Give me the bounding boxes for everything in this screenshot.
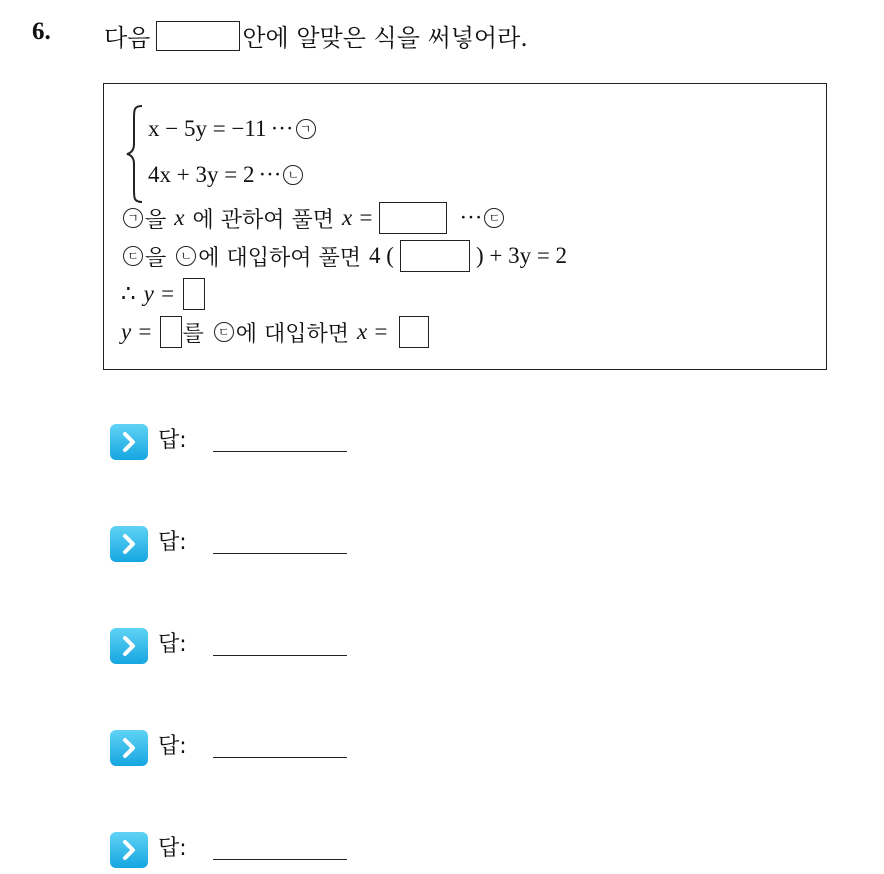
answer-input-line[interactable]	[213, 859, 347, 860]
step-1-var: x	[174, 205, 185, 230]
marker-nieun: ㄴ	[176, 246, 196, 266]
marker-digeut: ㄷ	[484, 208, 504, 228]
marker-giyeok: ㄱ	[296, 119, 316, 139]
answer-row	[110, 424, 187, 460]
equation-2	[148, 162, 305, 188]
step-3	[121, 278, 205, 310]
answer-row	[110, 832, 187, 868]
step-1-assign: x =	[341, 205, 374, 230]
question-blank-box	[156, 21, 240, 51]
step-1-text-a: 을	[145, 207, 167, 233]
answer-label: 답:	[158, 734, 187, 759]
step-2	[121, 240, 567, 272]
chevron-right-icon	[110, 526, 148, 562]
answer-input-line[interactable]	[213, 451, 347, 452]
chevron-right-icon	[110, 730, 148, 766]
chevron-right-icon	[110, 424, 148, 460]
therefore-symbol: ∴	[121, 281, 136, 306]
step-3-assign: y =	[143, 281, 176, 306]
question-number: 6.	[32, 18, 51, 45]
answer-input-line[interactable]	[213, 757, 347, 758]
work-box	[103, 83, 827, 370]
answer-input-line[interactable]	[213, 553, 347, 554]
step-4-blank-y	[160, 316, 182, 348]
marker-digeut: ㄷ	[214, 322, 234, 342]
answer-label: 답:	[158, 836, 187, 861]
answer-label: 답:	[158, 530, 187, 555]
answer-label: 답:	[158, 632, 187, 657]
question-text	[104, 18, 528, 53]
answer-row	[110, 526, 187, 562]
step-4	[121, 316, 429, 348]
step-2-text-b: 에 대입하여 풀면	[198, 245, 362, 271]
marker-digeut: ㄷ	[123, 246, 143, 266]
step-1-dots: ···	[459, 205, 483, 230]
equation-2-text: 4x + 3y = 2	[148, 162, 255, 187]
answer-row	[110, 730, 187, 766]
step-4-blank-x	[399, 316, 429, 348]
chevron-right-icon	[110, 832, 148, 868]
step-4-text-a: 를	[182, 321, 204, 347]
answer-row	[110, 628, 187, 664]
marker-giyeok: ㄱ	[123, 208, 143, 228]
equation-1-text: x − 5y = −11	[148, 116, 267, 141]
question-text-after: 안에 알맞은 식을 써넣어라.	[242, 24, 528, 52]
marker-nieun: ㄴ	[283, 165, 303, 185]
question-text-before: 다음	[104, 24, 151, 52]
answer-input-line[interactable]	[213, 655, 347, 656]
equation-1	[148, 116, 318, 142]
equation-2-dots: ···	[258, 162, 282, 187]
step-2-text-a: 을	[145, 245, 167, 271]
step-2-prefix: 4 (	[369, 243, 394, 268]
step-1	[121, 202, 506, 234]
system-brace-icon	[124, 104, 146, 204]
step-4-assign-2: x =	[357, 319, 389, 344]
chevron-right-icon	[110, 628, 148, 664]
step-2-blank	[400, 240, 470, 272]
step-1-blank	[379, 202, 447, 234]
step-4-assign: y =	[121, 319, 153, 344]
answer-label: 답:	[158, 428, 187, 453]
step-1-text-b: 에 관하여 풀면	[192, 207, 334, 233]
step-4-text-b: 에 대입하면	[235, 321, 350, 347]
step-2-suffix: ) + 3y = 2	[475, 243, 568, 268]
equation-1-dots: ···	[270, 116, 294, 141]
step-3-blank	[183, 278, 205, 310]
